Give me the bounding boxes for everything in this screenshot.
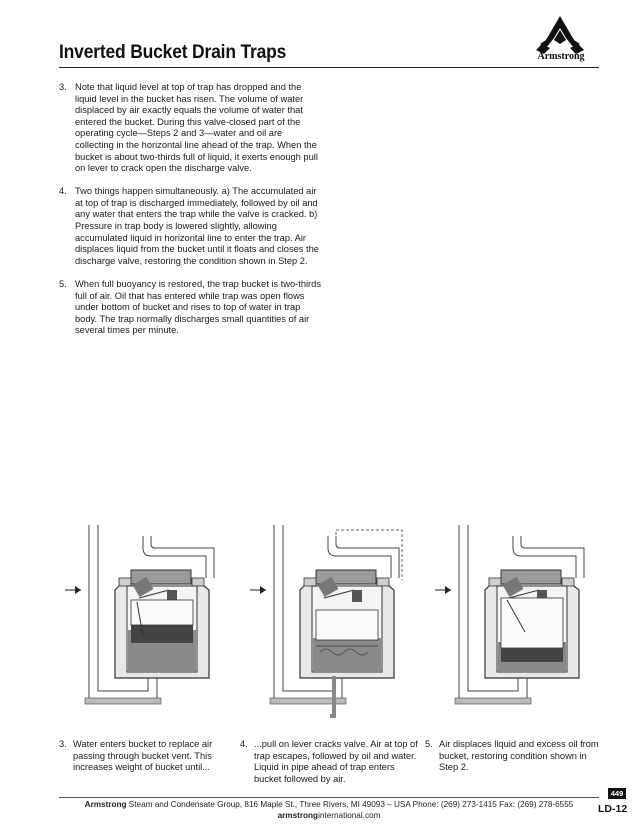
step-text: When full buoyancy is restored, the trap bucket is two-thirds full of air. Oil that has entered while trap was open flows under bottom of bucket and rises to top of water in trap body. The trap normally discharges small quantities of air several times per minute. (75, 278, 321, 336)
footer-web-rest: international.com (318, 810, 381, 820)
title-divider (59, 67, 599, 68)
trap-step-3 (65, 525, 214, 704)
caption-text: Air displaces liquid and excess oil from bucket, restoring condition shown in Step 2. (439, 739, 599, 772)
page-number-badge: 449 (608, 788, 626, 799)
step-text: Note that liquid level at top of trap has dropped and the liquid level in the bucket has risen. The volume of water displaced by air exactly equals the volume of water that entered the bucket. During this valve-closed part of the operating cycle—Steps 2 and 3—water and oil are collecting in the horizontal line ahead of the trap. When the bucket is about two-thirds full of liquid, it exerts enough pull on lever to crack open the discharge valve. (75, 82, 318, 174)
footer-divider (59, 797, 599, 798)
caption-text: ...pull on lever cracks valve. Air at top of trap escapes, followed by oil and water. Liquid in pipe ahead of trap enters bucket followed by air. (254, 739, 418, 784)
caption-number: 4. (240, 739, 248, 749)
trap-step-5 (435, 525, 584, 704)
logo-wordmark: Armstrong (537, 51, 585, 62)
trap-step-4 (250, 525, 402, 716)
footer-address-line (59, 800, 599, 811)
page-title: Inverted Bucket Drain Traps (59, 42, 287, 63)
footer (59, 800, 599, 821)
step-item (59, 186, 321, 267)
footer-address: Steam and Condensate Group, 816 Maple St., Three Rivers, MI 49093 – USA Phone: (269) 273-1415 Fax: (269) 278-6555 (126, 800, 574, 809)
caption-item (240, 739, 420, 785)
step-list (59, 82, 321, 348)
caption-number: 5. (425, 739, 433, 749)
step-item (59, 82, 321, 175)
caption-item (425, 739, 605, 774)
step-number: 3. (59, 82, 67, 92)
page-code: LD-12 (598, 803, 628, 815)
step-number: 5. (59, 278, 67, 289)
step-text: Two things happen simultaneously. a) The accumulated air at top of trap is discharged immediately, followed by oil and any water that enters the trap while the valve is cracked. b) Pressure in trap body is lowered slightly, allowing accumulated liquid in horizontal line to enter the trap. Air displaces liquid from the bucket until it floats and closes the discharge valve, restoring the condition shown in Step 2. (75, 186, 319, 266)
step-number: 4. (59, 186, 67, 197)
footer-web-bold: armstrong (277, 810, 319, 820)
step-item (59, 279, 321, 337)
footer-company: Armstrong (84, 800, 127, 809)
footer-website[interactable] (59, 811, 599, 822)
caption-text: Water enters bucket to replace air passing through bucket vent. This increases weight of bucket until... (73, 739, 213, 772)
trap-diagrams (59, 520, 599, 720)
caption-number: 3. (59, 739, 67, 749)
caption-item (59, 739, 238, 774)
